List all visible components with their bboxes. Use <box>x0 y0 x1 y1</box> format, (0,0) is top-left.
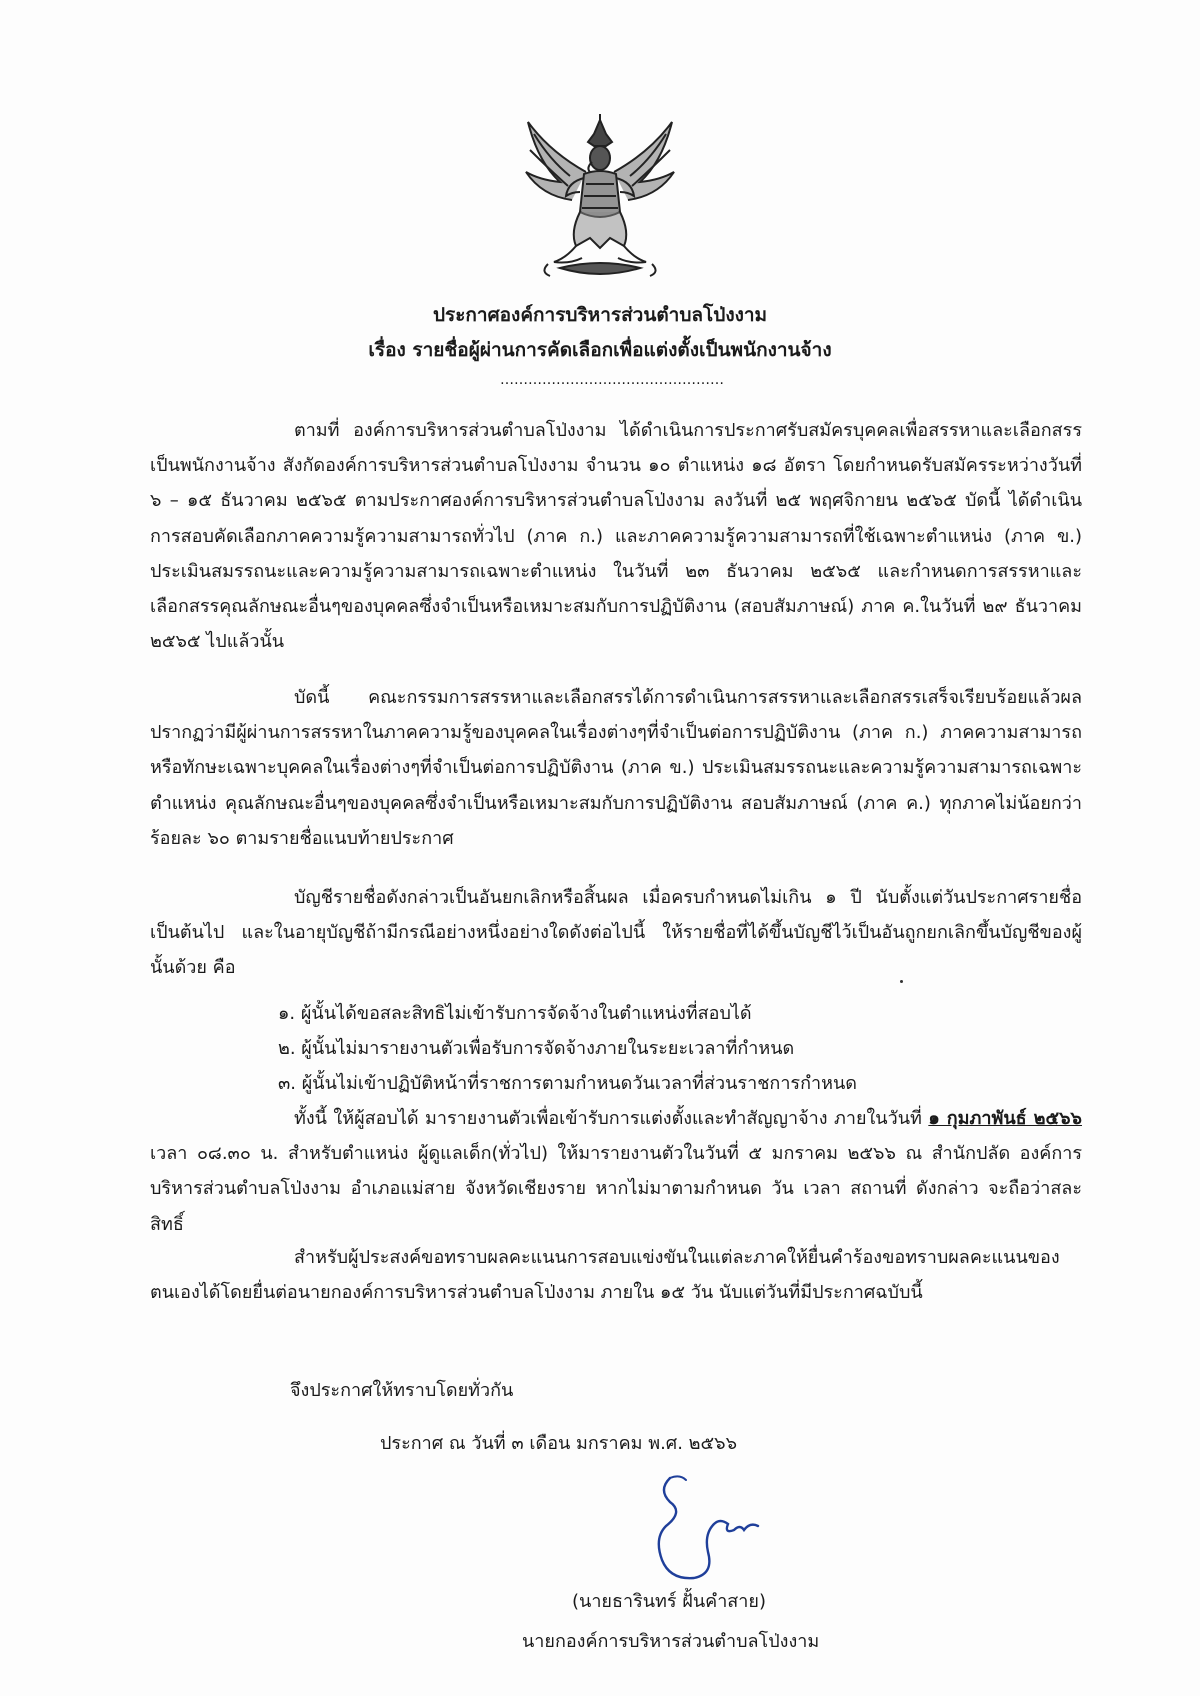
signer-name: (นายธารินทร์ ฝั้นคำสาย) <box>572 1591 766 1612</box>
cancellation-condition-2: ๒. ผู้นั้นไม่มารายงานตัวเพื่อรับการจัดจ้างภายในระยะเวลาที่กำหนด <box>278 1038 795 1059</box>
scan-speck <box>900 980 903 983</box>
document-subject: เรื่อง รายชื่อผู้ผ่านการคัดเลือกเพื่อแต่งตั้งเป็นพนักงานจ้าง <box>368 339 832 361</box>
report-instruction: ทั้งนี้ ให้ผู้สอบได้ มารายงานตัวเพื่อเข้ารับการแต่งตั้งและทำสัญญาจ้าง ภายในวันที่ <box>294 1108 929 1129</box>
paragraph-report-date <box>150 1101 1082 1242</box>
cancellation-condition-3: ๓. ผู้นั้นไม่เข้าปฏิบัติหน้าที่ราชการตามกำหนดวันเวลาที่ส่วนราชการกำหนด <box>278 1073 857 1094</box>
report-deadline-date: ๑ กุมภาพันธ์ ๒๕๖๖ <box>928 1108 1082 1129</box>
document-title: ประกาศองค์การบริหารส่วนตำบลโป่งงาม <box>432 304 768 326</box>
title-separator: ………………………………………… <box>500 372 724 388</box>
cancellation-condition-1: ๑. ผู้นั้นได้ขอสละสิทธิไม่เข้ารับการจัดจ้างในตำแหน่งที่สอบได้ <box>278 1003 752 1024</box>
paragraph-list-validity: บัญชีรายชื่อดังกล่าวเป็นอันยกเลิกหรือสิ้นผล เมื่อครบกำหนดไม่เกิน ๑ ปี นับตั้งแต่วันประกาศรายชื่อเป็นต้นไป และในอายุบัญชีถ้ามีกรณีอย่างหนึ่งอย่างใดดังต่อไปนี้ ให้รายชื่อที่ได้ขึ้นบัญชีไว้เป็นอันถูกยกเลิกขึ้นบัญชีของผู้นั้นด้วย คือ <box>150 887 1082 979</box>
paragraph-score-request: สำหรับผู้ประสงค์ขอทราบผลคะแนนการสอบแข่งขันในแต่ละภาคให้ยื่นคำร้องขอทราบผลคะแนนของตนเองได้โดยยื่นต่อนายกองค์การบริหารส่วนตำบลโป่งงาม ภายใน ๑๕ วัน นับแต่วันที่มีประกาศฉบับนี้ <box>150 1247 1060 1304</box>
garuda-emblem-icon <box>520 112 680 282</box>
paragraph-results: บัดนี้ คณะกรรมการสรรหาและเลือกสรรได้การดำเนินการสรรหาและเลือกสรรเสร็จเรียบร้อยแล้วผลปรากฏว่ามีผู้ผ่านการสรรหาในภาคความรู้ของบุคคลในเรื่องต่างๆที่จำเป็นต่อการปฏิบัติงาน (ภาค ก.) ภาคความสามารถหรือทักษะเฉพาะบุคคลในเรื่องต่างๆที่จำเป็นต่อการปฏิบัติงาน (ภาค ข.) ประเมินสมรรถนะและความรู้ความสามารถเฉพาะตำแหน่ง คุณลักษณะอื่นๆของบุคคลซึ่งจำเป็นหรือเหมาะสมกับการปฏิบัติงาน สอบสัมภาษณ์ (ภาค ค.) ทุกภาคไม่น้อยกว่าร้อยละ ๖๐ ตามรายชื่อแนบท้ายประกาศ <box>150 687 1082 849</box>
handwritten-signature <box>640 1468 770 1588</box>
report-details: เวลา ๐๘.๓๐ น. สำหรับตำแหน่ง ผู้ดูแลเด็ก(ทั่วไป) ให้มารายงานตัวในวันที่ ๕ มกราคม ๒๕๖๖ ณ สำนักปลัด องค์การบริหารส่วนตำบลโป่งงาม อำเภอแม่สาย จังหวัดเชียงราย หากไม่มาตามกำหนด วัน เวลา สถานที่ ดังกล่าว จะถือว่าสละสิทธิ์ <box>150 1143 1082 1235</box>
paragraph-background: ตามที่ องค์การบริหารส่วนตำบลโป่งงาม ได้ดำเนินการประกาศรับสมัครบุคคลเพื่อสรรหาและเลือกสรรเป็นพนักงานจ้าง สังกัดองค์การบริหารส่วนตำบลโป่งงาม จำนวน ๑๐ ตำแหน่ง ๑๘ อัตรา โดยกำหนดรับสมัครระหว่างวันที่ ๖ – ๑๕ ธันวาคม ๒๕๖๕ ตามประกาศองค์การบริหารส่วนตำบลโป่งงาม ลงวันที่ ๒๕ พฤศจิกายน ๒๕๖๕ บัดนี้ ได้ดำเนินการสอบคัดเลือกภาคความรู้ความสามารถทั่วไป (ภาค ก.) และภาคความรู้ความสามารถที่ใช้เฉพาะตำแหน่ง (ภาค ข.) ประเมินสมรรถนะและความรู้ความสามารถเฉพาะตำแหน่ง ในวันที่ ๒๓ ธันวาคม ๒๕๖๕ และกำหนดการสรรหาและเลือกสรรคุณลักษณะอื่นๆของบุคคลซึ่งจำเป็นหรือเหมาะสมกับการปฏิบัติงาน (สอบสัมภาษณ์) ภาค ค.ในวันที่ ๒๙ ธันวาคม ๒๕๖๕ ไปแล้วนั้น <box>150 420 1082 653</box>
announcement-date: ประกาศ ณ วันที่ ๓ เดือน มกราคม พ.ศ. ๒๕๖๖ <box>380 1433 738 1454</box>
closing-announcement: จึงประกาศให้ทราบโดยทั่วกัน <box>290 1380 514 1401</box>
signer-position: นายกองค์การบริหารส่วนตำบลโป่งงาม <box>522 1631 820 1652</box>
